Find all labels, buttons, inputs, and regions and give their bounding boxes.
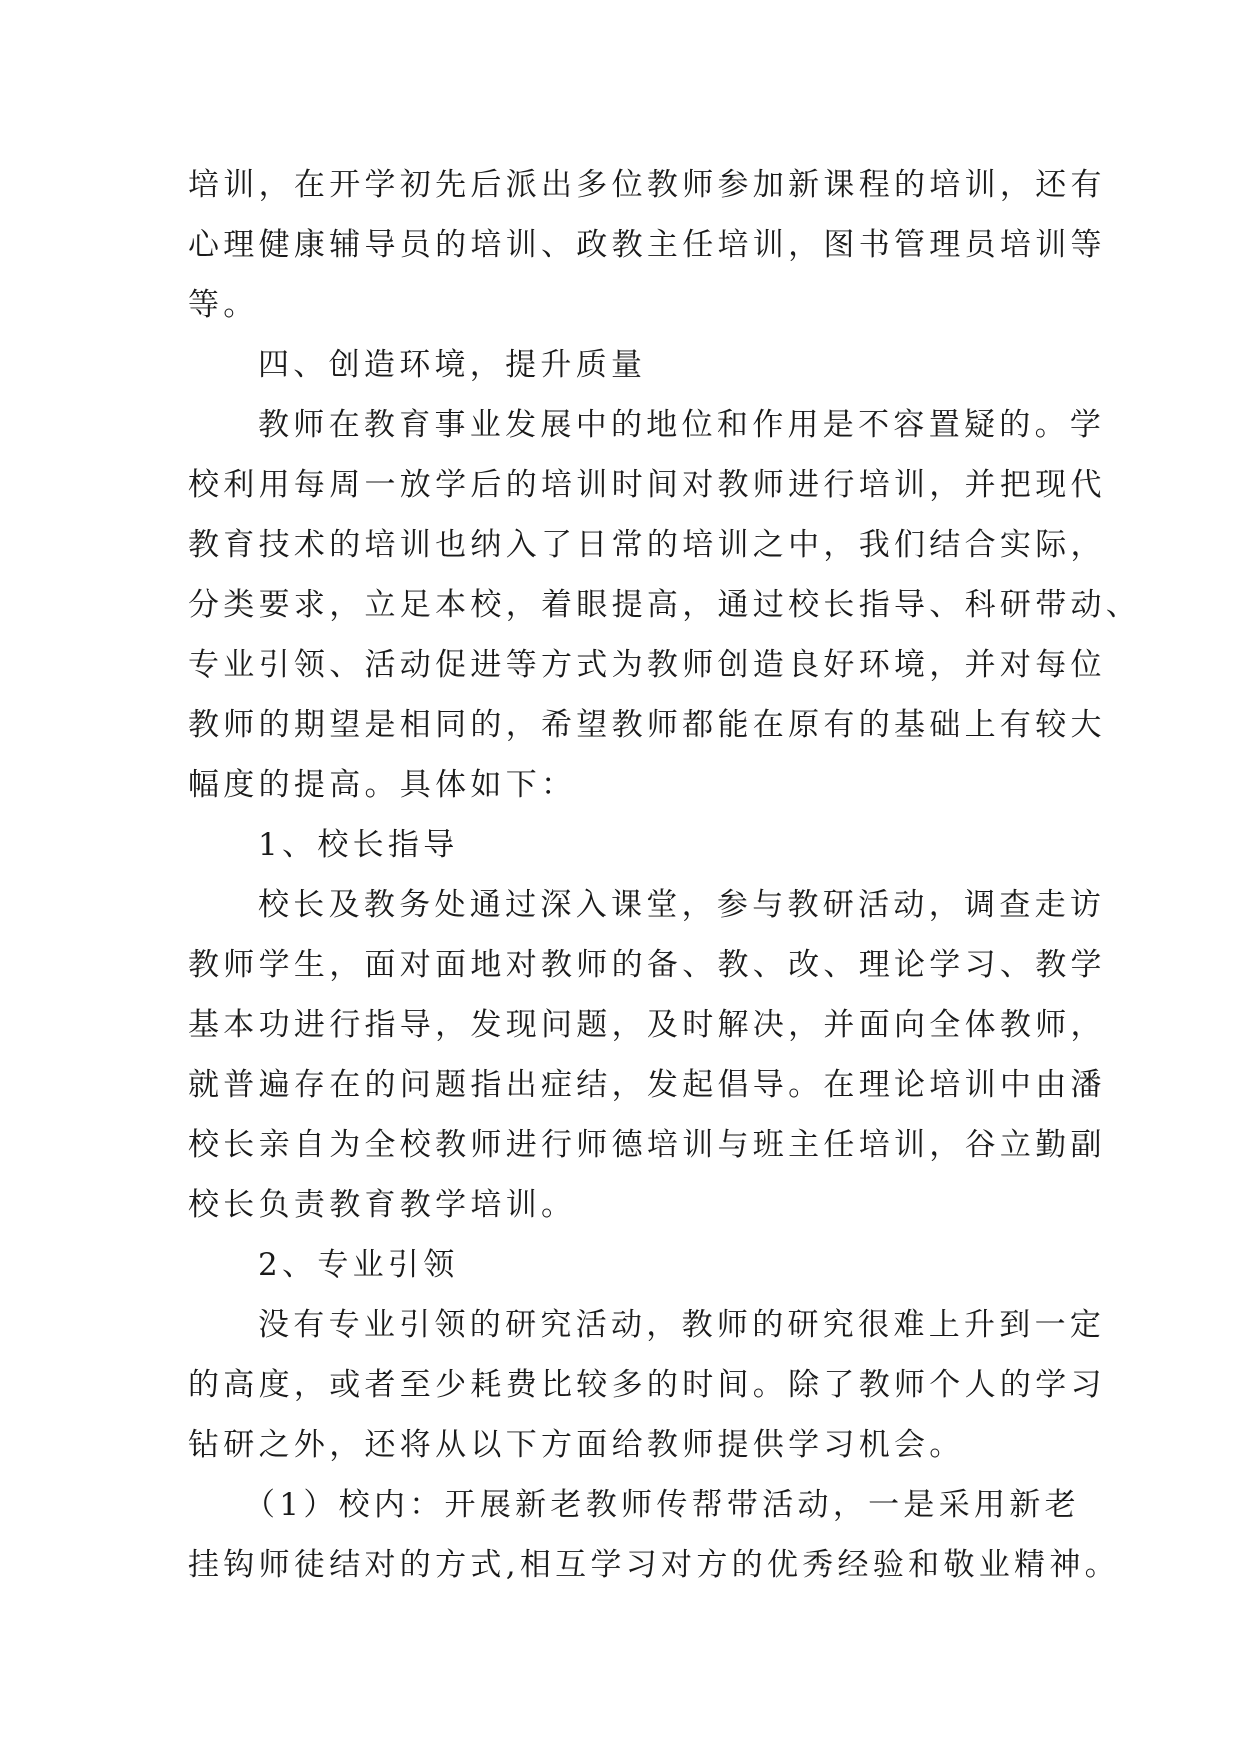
- section-heading: 四、创造环境，提升质量: [258, 347, 647, 383]
- text-line: 培训，在开学初先后派出多位教师参加新课程的培训，还有: [188, 167, 1106, 203]
- document-body: [188, 155, 1142, 1595]
- text-line: 校长亲自为全校教师进行师德培训与班主任培训，谷立勤副: [188, 1127, 1106, 1163]
- text-line: 校利用每周一放学后的培训时间对教师进行培训，并把现代: [188, 467, 1106, 503]
- text-line: 教师学生，面对面地对教师的备、教、改、理论学习、教学: [188, 947, 1106, 983]
- text-line: 教育技术的培训也纳入了日常的培训之中，我们结合实际，: [188, 527, 1106, 563]
- text-line: 没有专业引领的研究活动，教师的研究很难上升到一定: [258, 1307, 1106, 1343]
- text-line: 教师的期望是相同的，希望教师都能在原有的基础上有较大: [188, 707, 1106, 743]
- text-line: 校长负责教育教学培训。: [188, 1187, 577, 1223]
- subsection-heading: 1、校长指导: [258, 827, 459, 863]
- text-line: 教师在教育事业发展中的地位和作用是不容置疑的。学: [258, 407, 1106, 443]
- text-line: 基本功进行指导，发现问题，及时解决，并面向全体教师，: [188, 1007, 1106, 1043]
- text-line: 挂钩师徒结对的方式,相互学习对方的优秀经验和敬业精神。: [188, 1547, 1120, 1583]
- text-line: 等。: [188, 287, 259, 323]
- text-line: 心理健康辅导员的培训、政教主任培训，图书管理员培训等: [188, 227, 1106, 263]
- subsection-heading: 2、专业引领: [258, 1247, 459, 1283]
- text-line: 幅度的提高。具体如下：: [188, 767, 577, 803]
- text-line: 专业引领、活动促进等方式为教师创造良好环境，并对每位: [188, 647, 1106, 683]
- text-line: 的高度，或者至少耗费比较多的时间。除了教师个人的学习: [188, 1367, 1106, 1403]
- text-line: （1）校内：开展新老教师传帮带活动，一是采用新老: [244, 1487, 1080, 1523]
- text-line: 校长及教务处通过深入课堂，参与教研活动，调查走访: [258, 887, 1106, 923]
- text-line: 就普遍存在的问题指出症结，发起倡导。在理论培训中由潘: [188, 1067, 1106, 1103]
- text-line: 分类要求，立足本校，着眼提高，通过校长指导、科研带动、: [188, 587, 1142, 623]
- text-line: 钻研之外，还将从以下方面给教师提供学习机会。: [188, 1427, 965, 1463]
